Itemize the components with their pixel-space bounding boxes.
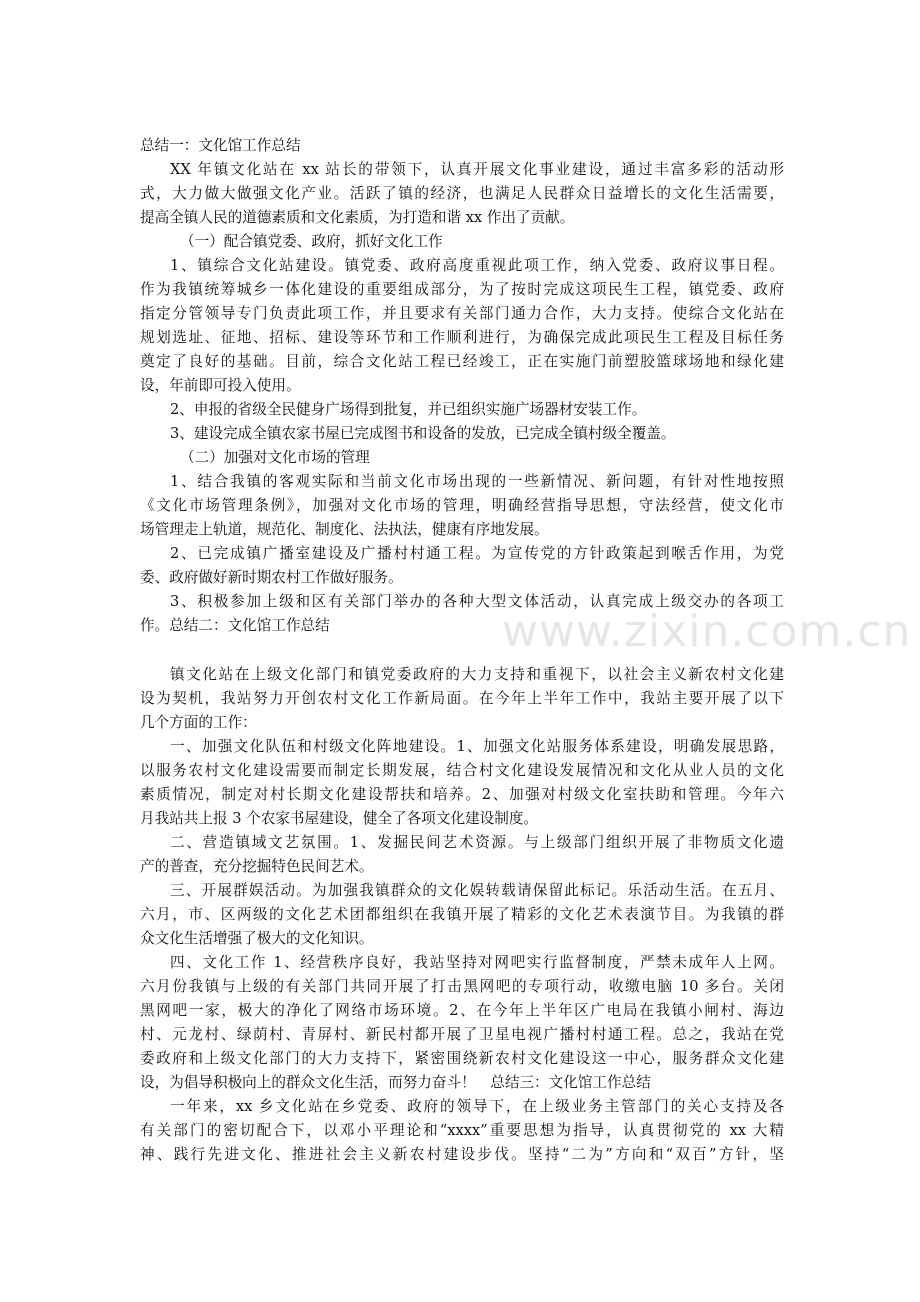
- text-line: 场管理走上轨道，规范化、制度化、法执法，健康有序地发展。: [140, 521, 549, 538]
- text-line: 式，大力做大做强文化产业。活跃了镇的经济，也满足人民群众日益增长的文化生活需要，: [140, 185, 784, 202]
- text-line: 有关部门的密切配合下，以邓小平理论和“xxxx”重要思想为指导，认真贯彻党的 xx 大精: [140, 1122, 784, 1139]
- text-line: 规划选址、征地、招标、建设等环节和工作顺利进行，为确保完成此项民生工程及目标任务: [140, 329, 784, 346]
- text-line: 六月，市、区两级的文化艺术团都组织在我镇开展了精彩的文化艺术表演节目。为我镇的群: [140, 906, 784, 923]
- section-heading-3-line: 设，为倡导积极向上的群众文化生活，而努力奋斗！ 总结三：文化馆工作总结: [140, 1074, 651, 1091]
- text-line: 提高全镇人民的道德素质和文化素质，为打造和谐 xx 作出了贡献。: [140, 209, 575, 226]
- subheading-2: （二）加强对文化市场的管理: [180, 449, 370, 466]
- text-line: 黑网吧一家，极大的净化了网络市场环境。2、在今年上半年区广电局在我镇小闸村、海边: [140, 1002, 784, 1019]
- text-line: 作为我镇统筹城乡一体化建设的重要组成部分，为了按时完成这项民生工程，镇党委、政府: [140, 281, 784, 298]
- subheading-1: （一）配合镇党委、政府，抓好文化工作: [180, 233, 443, 250]
- text-line: 2、申报的省级全民健身广场得到批复，并已组织实施广场器材安装工作。: [170, 401, 647, 418]
- text-line: 3、建设完成全镇农家书屋已完成图书和设备的发放，已完成全镇村级全覆盖。: [170, 425, 676, 442]
- text-line: 1、结合我镇的客观实际和当前文化市场出现的一些新情况、新问题，有针对性地按照: [170, 473, 784, 490]
- text-line: 村、元龙村、绿荫村、青屏村、新民村都开展了卫星电视广播村村通工程。总之，我站在党: [140, 1026, 784, 1043]
- text-line: 设为契机，我站努力开创农村文化工作新局面。在今年上半年工作中，我站主要开展了以下: [140, 690, 784, 707]
- text-line: 奠定了良好的基础。目前，综合文化站工程已经竣工，正在实施门前塑胶篮球场地和绿化建: [140, 353, 784, 370]
- text-line: 神、践行先进文化、推进社会主义新农村建设步伐。坚持“二为”方向和“双百”方针，坚: [140, 1146, 784, 1163]
- text-line: 月我站共上报 3 个农家书屋建设，健全了各项文化建设制度。: [140, 810, 539, 827]
- text-line: 产的普查，充分挖掘特色民间艺术。: [140, 858, 374, 875]
- text-line: 四、文化工作 1、经营秩序良好，我站坚持对网吧实行监督制度，严禁未成年人上网。: [170, 954, 784, 971]
- paragraph-gap: [140, 638, 784, 663]
- text-line: 众文化生活增强了极大的文化知识。: [140, 930, 374, 947]
- text-line: 3、积极参加上级和区有关部门举办的各种大型文体活动，认真完成上级交办的各项工: [170, 593, 784, 610]
- text-line: 设，年前即可投入使用。: [140, 377, 301, 394]
- text-line: 1、镇综合文化站建设。镇党委、政府高度重视此项工作，纳入党委、政府议事日程。: [170, 257, 784, 274]
- text-line: 素质情况，制定对村长期文化建设帮扶和培养。2、加强对村级文化室扶助和管理。今年六: [140, 786, 784, 803]
- text-line: 几个方面的工作：: [140, 714, 257, 731]
- text-line: 《文化市场管理条例》，加强对文化市场的管理，明确经营指导思想，守法经营，使文化市: [140, 497, 784, 514]
- text-line: 三、开展群娱活动。为加强我镇群众的文化娱转载请保留此标记。乐活动生活。在五月、: [170, 882, 784, 899]
- text-line: 委、政府做好新时期农村工作做好服务。: [140, 569, 403, 586]
- document-body: [140, 134, 784, 1167]
- text-line: 一年来，xx 乡文化站在乡党委、政府的领导下，在上级业务主管部门的关心支持及各: [170, 1098, 784, 1115]
- text-line: 镇文化站在上级文化部门和镇党委政府的大力支持和重视下，以社会主义新农村文化建: [170, 666, 784, 683]
- text-line: 2、已完成镇广播室建设及广播村村通工程。为宣传党的方针政策起到喉舌作用，为党: [170, 545, 784, 562]
- watermark: www.zixin.com.cn: [502, 606, 912, 657]
- text-line: 六月份我镇与上级的有关部门共同开展了打击黑网吧的专项行动，收缴电脑 10 多台。关闭: [140, 978, 784, 995]
- text-line: XX 年镇文化站在 xx 站长的带领下，认真开展文化事业建设，通过丰富多彩的活动形: [170, 161, 784, 178]
- text-line: 委政府和上级文化部门的大力支持下，紧密围绕新农村文化建设这一中心，服务群众文化建: [140, 1050, 784, 1067]
- text-line: 以服务农村文化建设需要而制定长期发展，结合村文化建设发展情况和文化从业人员的文化: [140, 762, 784, 779]
- section-heading-2: 作。总结二：文化馆工作总结: [140, 617, 330, 634]
- text-line: 二、营造镇域文艺氛围。1、发掘民间艺术资源。与上级部门组织开展了非物质文化遗: [170, 834, 784, 851]
- section-heading-1: 总结一：文化馆工作总结: [140, 137, 301, 154]
- text-line: 一、加强文化队伍和村级文化阵地建设。1、加强文化站服务体系建设，明确发展思路，: [170, 738, 784, 755]
- text-line: 指定分管领导专门负责此项工作，并且要求有关部门通力合作，大力支持。使综合文化站在: [140, 305, 784, 322]
